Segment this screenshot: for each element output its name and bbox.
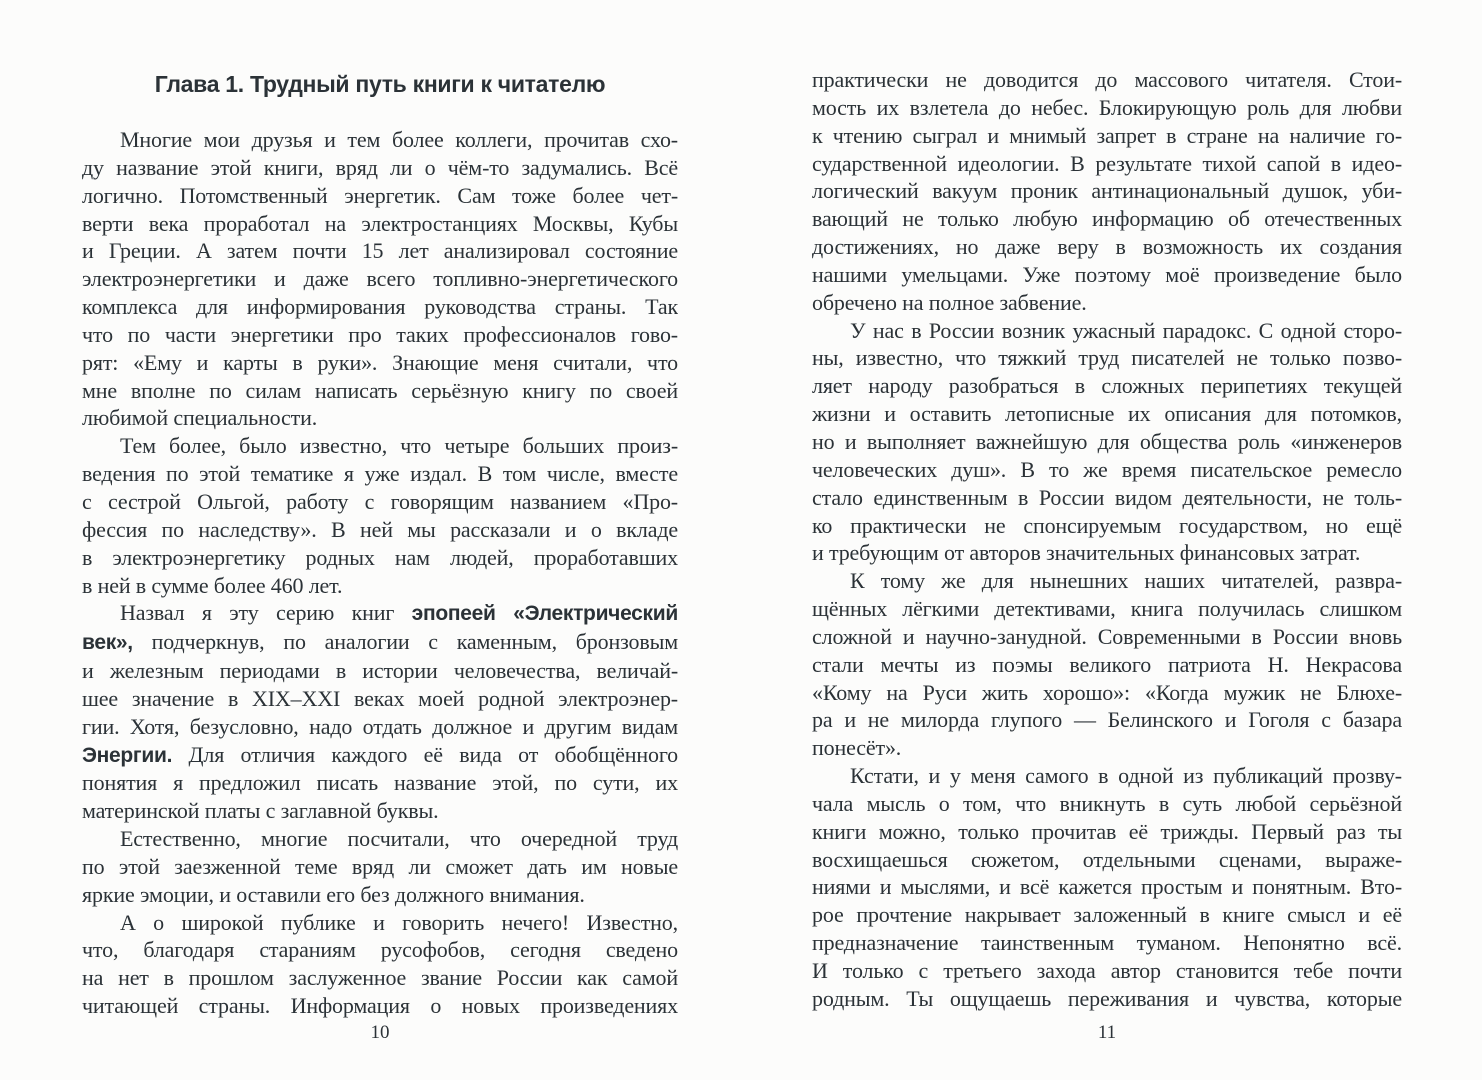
text-line: но и выполняет важнейшую для общества роль «инженеров bbox=[812, 428, 1402, 454]
paragraph bbox=[82, 599, 678, 825]
text-line: «Кому на Руси жить хорошо»: «Когда мужик не Блюхе- bbox=[812, 679, 1402, 705]
text-line: сложной и научно-занудной. Современными в России вновь bbox=[812, 623, 1402, 649]
text-line: ко практически не спонсируемым государством, но ещё bbox=[812, 512, 1402, 538]
text-line: что, благодаря стараниям русофобов, сегодня сведено bbox=[82, 937, 678, 963]
text-line: Многие мои друзья и тем более коллеги, прочитав схо- bbox=[120, 127, 678, 152]
page-number-left: 10 bbox=[370, 1022, 390, 1043]
paragraph bbox=[812, 762, 1402, 1013]
paragraph bbox=[82, 825, 678, 909]
text-line: по этой заезженной теме вряд ли сможет дать им новые bbox=[82, 853, 678, 879]
text-line: сударственной идеологии. В результате тихой сапой в идео- bbox=[812, 150, 1402, 176]
text-line: и Греции. А затем почти 15 лет анализировал состояние bbox=[82, 238, 678, 264]
text-line: предназначение таинственным туманом. Непонятно всё. bbox=[812, 930, 1402, 956]
text-line: родным. Ты ощущаешь переживания и чувства, которые bbox=[812, 985, 1402, 1011]
text-line: человеческих душ». В то же время писательское ремесло bbox=[812, 456, 1402, 482]
text-line: на нет в прошлом заслуженное звание России как самой bbox=[82, 965, 678, 991]
text-line: стали мечты из поэмы великого патриота Н. Некрасова bbox=[812, 651, 1402, 677]
text-line: И только с третьего захода автор становится тебе почти bbox=[812, 958, 1402, 983]
text-line: логический вакуум проник антинациональный душок, уби- bbox=[812, 178, 1402, 204]
bold-text-segment: век», bbox=[82, 631, 133, 655]
text-line: чала мысль о том, что вникнуть в суть любой серьёзной bbox=[812, 790, 1402, 816]
text-line: К тому же для нынешних наших читателей, развра- bbox=[850, 568, 1402, 594]
text-line: стало единственным в России видом деятельности, не толь- bbox=[812, 484, 1402, 510]
text-line: книги можно, только прочитав её трижды. Первый раз ты bbox=[812, 818, 1402, 844]
text-line: Назвал я эту серию книг эпопеей «Электрический bbox=[120, 600, 678, 626]
text-line: достижениях, но даже веру в возможность их создания bbox=[812, 234, 1402, 260]
text-line: вающий не только любую информацию об отечественных bbox=[812, 206, 1402, 232]
text-line: рят: «Ему и карты в руки». Знающие меня считали, что bbox=[82, 349, 678, 375]
text-line: обречено на полное забвение. bbox=[812, 289, 1087, 315]
text-line: яркие эмоции, и оставили его без должного внимания. bbox=[82, 881, 585, 907]
text-line: комплекса для информирования руководства страны. Так bbox=[82, 294, 678, 320]
text-line: шее значение в XIX–XXI веках моей родной электроэнер- bbox=[82, 685, 678, 711]
right-page-text bbox=[812, 66, 1402, 1013]
paragraph bbox=[82, 126, 678, 432]
text-line: верти века проработал на электростанциях Москвы, Кубы bbox=[82, 210, 678, 236]
chapter-title: Глава 1. Трудный путь книги к читателю bbox=[154, 71, 606, 97]
text-line: восхищаешься сюжетом, отдельными сценами, выраже- bbox=[812, 846, 1402, 872]
text-line: ведения по этой тематике я уже издал. В том числе, вместе bbox=[82, 461, 678, 487]
text-line: ниями и мыслями, и всё кажется простым и понятным. Вто- bbox=[812, 874, 1402, 900]
text-line: фессия по наследству». В ней мы рассказали и о вкладе bbox=[82, 516, 678, 542]
text-line: Тем более, было известно, что четыре больших произ- bbox=[120, 433, 678, 459]
paragraph bbox=[812, 66, 1402, 317]
text-line: гии. Хотя, безусловно, надо отдать должное и другим видам bbox=[82, 713, 678, 739]
text-line: что по части энергетики про таких профессионалов гово- bbox=[82, 321, 678, 347]
text-line: Кстати, и у меня самого в одной из публикаций прозву- bbox=[850, 763, 1402, 789]
text-line: практически не доводится до массового читателя. Стои- bbox=[812, 67, 1402, 92]
text-line: ляет народу разобраться в сложных перипетиях текущей bbox=[812, 373, 1402, 399]
text-line: читающей страны. Информация о новых произведениях bbox=[82, 993, 678, 1019]
text-line: А о широкой публике и говорить нечего! Известно, bbox=[120, 909, 678, 935]
text-line: рое прочтение накрывает заложенный в книге смысл и её bbox=[812, 902, 1402, 928]
right-page bbox=[812, 66, 1402, 1026]
text-line: мость их взлетела до небес. Блокирующую роль для любви bbox=[812, 94, 1402, 120]
text-line: любимой специальности. bbox=[82, 405, 318, 431]
bold-text-segment: Энергии. bbox=[82, 743, 173, 767]
paragraph bbox=[812, 567, 1402, 762]
paragraph bbox=[82, 432, 678, 599]
text-line: логично. Потомственный энергетик. Сам тоже более чет- bbox=[82, 182, 678, 208]
text-line: материнской платы с заглавной буквы. bbox=[82, 798, 439, 824]
text-line: ду название этой книги, вряд ли о чём-то задумались. Всё bbox=[82, 154, 678, 180]
text-line: нашими умельцами. Уже поэтому моё произведение было bbox=[812, 261, 1402, 287]
text-line: с сестрой Ольгой, работу с говорящим названием «Про- bbox=[82, 488, 678, 514]
paragraph bbox=[812, 317, 1402, 568]
text-line: век», подчеркнув, по аналогии с каменным, бронзовым bbox=[82, 629, 678, 655]
text-line: в электроэнергетику родных нам людей, проработавших bbox=[82, 544, 678, 570]
text-line: в ней в сумме более 460 лет. bbox=[82, 572, 343, 598]
text-line: У нас в России возник ужасный парадокс. С одной сторо- bbox=[850, 317, 1402, 343]
text-line: понесёт». bbox=[812, 735, 902, 761]
text-line: понятия я предложил писать название этой, по сути, их bbox=[82, 770, 678, 796]
text-line: жизни и оставить летописные их описания для потомков, bbox=[812, 401, 1402, 427]
left-page-text bbox=[82, 126, 678, 1020]
text-line: и требующим от авторов значительных финансовых затрат. bbox=[812, 540, 1361, 566]
text-line: к чтению сыграл и мнимый запрет в стране на наличие го- bbox=[812, 122, 1402, 148]
text-line: мне вполне по силам написать серьёзную книгу по своей bbox=[82, 377, 678, 403]
paragraph bbox=[82, 909, 678, 1020]
page-number-right: 11 bbox=[1097, 1022, 1117, 1043]
text-line: ны, известно, что тяжкий труд писателей не только позво- bbox=[812, 345, 1402, 371]
text-line: и железным периодами в истории человечества, величай- bbox=[82, 658, 678, 684]
text-line: щённых лёгкими детективами, книга получилась слишком bbox=[812, 596, 1402, 622]
text-line: ра и не милорда глупого — Белинского и Гоголя с базара bbox=[812, 707, 1402, 733]
bold-text-segment: эпопеей «Электрический bbox=[411, 602, 678, 626]
text-line: Энергии. Для отличия каждого её вида от обобщённого bbox=[82, 741, 678, 767]
left-page bbox=[82, 70, 678, 1030]
text-line: Естественно, многие посчитали, что очередной труд bbox=[120, 826, 678, 852]
text-line: электроэнергетики и даже всего топливно-энергетического bbox=[82, 266, 678, 292]
